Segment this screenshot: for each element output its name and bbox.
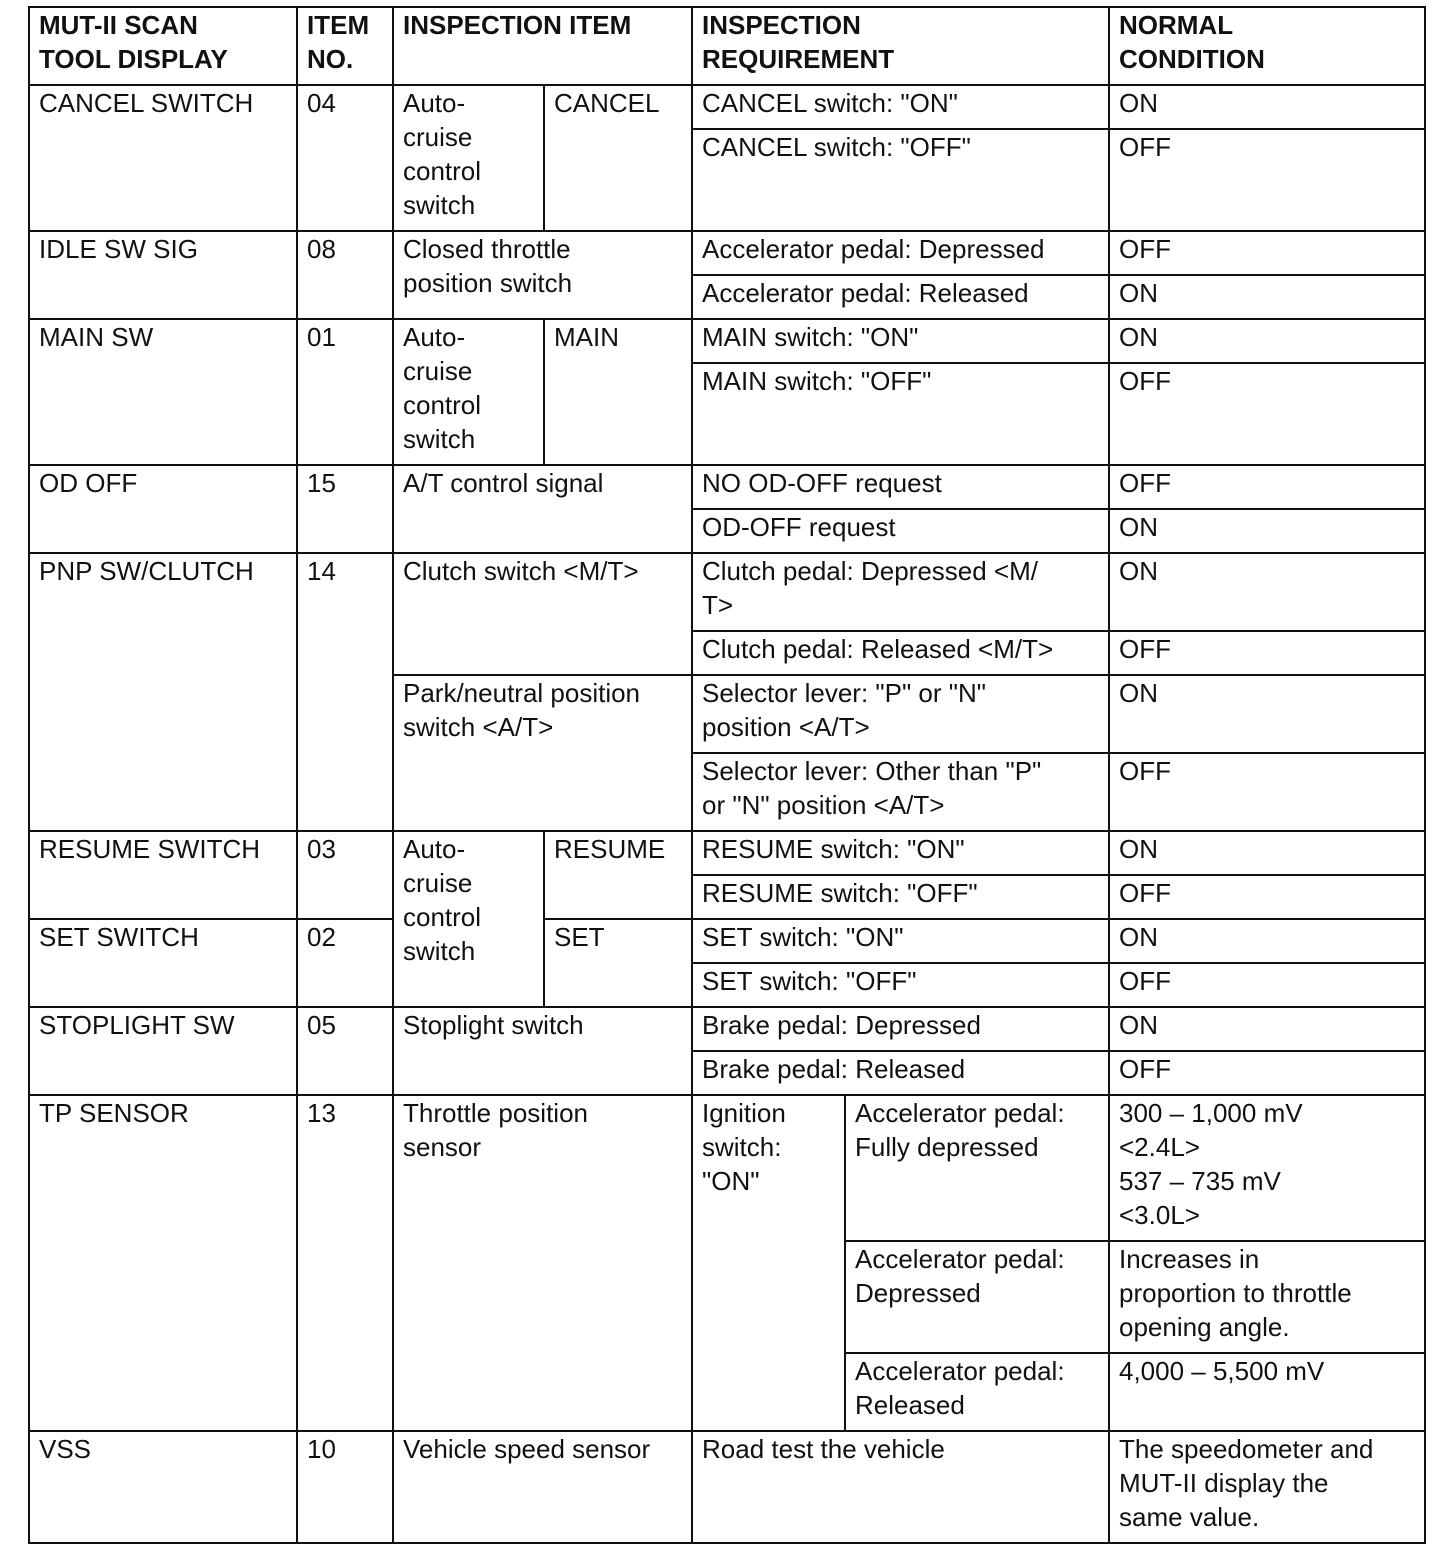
inspection-item-cell: Clutch switch <M/T> [393,553,692,675]
inspection-item-cell: Auto- cruise control switch [393,319,544,465]
header-inspection-item: INSPECTION ITEM [393,7,692,85]
inspection-item-cell: Throttle position sensor [393,1095,692,1431]
item-no-cell: 01 [297,319,393,465]
requirement-cell: SET switch: "ON" [692,919,1109,963]
inspection-subitem-cell: CANCEL [544,85,692,231]
normal-cell: The speedometer and MUT-II display the same value. [1109,1431,1425,1543]
normal-cell: ON [1109,553,1425,631]
normal-cell: ON [1109,919,1425,963]
inspection-subitem-cell: MAIN [544,319,692,465]
requirement-cell: Accelerator pedal: Released [692,275,1109,319]
display-cell: PNP SW/CLUTCH [29,553,297,831]
display-cell: VSS [29,1431,297,1543]
normal-cell: OFF [1109,363,1425,465]
display-cell: MAIN SW [29,319,297,465]
requirement-cell: MAIN switch: "OFF" [692,363,1109,465]
normal-cell: 4,000 – 5,500 mV [1109,1353,1425,1431]
item-no-cell: 02 [297,919,393,1007]
requirement-cell: RESUME switch: "OFF" [692,875,1109,919]
header-display: MUT-II SCAN TOOL DISPLAY [29,7,297,85]
inspection-item-cell: Vehicle speed sensor [393,1431,692,1543]
table-row [29,1095,1425,1241]
condition-cell: Ignition switch: "ON" [692,1095,845,1431]
requirement-cell: CANCEL switch: "ON" [692,85,1109,129]
normal-cell: OFF [1109,231,1425,275]
requirement-cell: RESUME switch: "ON" [692,831,1109,875]
item-no-cell: 03 [297,831,393,919]
requirement-cell: Selector lever: "P" or "N" position <A/T> [692,675,1109,753]
item-no-cell: 04 [297,85,393,231]
normal-cell: OFF [1109,631,1425,675]
display-cell: STOPLIGHT SW [29,1007,297,1095]
inspection-item-cell: Auto- cruise control switch [393,831,544,1007]
requirement-cell: CANCEL switch: "OFF" [692,129,1109,231]
normal-cell: OFF [1109,1051,1425,1095]
table-row [29,85,1425,129]
table-row [29,1007,1425,1051]
inspection-item-cell: Park/neutral position switch <A/T> [393,675,692,831]
table-row [29,319,1425,363]
inspection-subitem-cell: SET [544,919,692,1007]
item-no-cell: 14 [297,553,393,831]
requirement-cell: Accelerator pedal: Fully depressed [845,1095,1109,1241]
normal-cell: 300 – 1,000 mV <2.4L> 537 – 735 mV <3.0L> [1109,1095,1425,1241]
normal-cell: ON [1109,675,1425,753]
normal-cell: ON [1109,85,1425,129]
requirement-cell: NO OD-OFF request [692,465,1109,509]
requirement-cell: OD-OFF request [692,509,1109,553]
table-row [29,465,1425,509]
normal-cell: OFF [1109,465,1425,509]
header-item-no: ITEM NO. [297,7,393,85]
inspection-item-cell: Closed throttle position switch [393,231,692,319]
normal-cell: OFF [1109,963,1425,1007]
table-row [29,919,1425,963]
item-no-cell: 05 [297,1007,393,1095]
item-no-cell: 15 [297,465,393,553]
table-row [29,231,1425,275]
header-requirement: INSPECTION REQUIREMENT [692,7,1109,85]
normal-cell: ON [1109,831,1425,875]
normal-cell: ON [1109,275,1425,319]
table-row [29,553,1425,631]
requirement-cell: Clutch pedal: Released <M/T> [692,631,1109,675]
table-row [29,1431,1425,1543]
normal-cell: ON [1109,509,1425,553]
table-row [29,831,1425,875]
inspection-subitem-cell: RESUME [544,831,692,919]
normal-cell: OFF [1109,753,1425,831]
requirement-cell: Clutch pedal: Depressed <M/ T> [692,553,1109,631]
display-cell: TP SENSOR [29,1095,297,1431]
normal-cell: ON [1109,1007,1425,1051]
inspection-item-cell: Stoplight switch [393,1007,692,1095]
requirement-cell: Accelerator pedal: Depressed [845,1241,1109,1353]
requirement-cell: SET switch: "OFF" [692,963,1109,1007]
item-no-cell: 08 [297,231,393,319]
display-cell: OD OFF [29,465,297,553]
normal-cell: OFF [1109,875,1425,919]
normal-cell: OFF [1109,129,1425,231]
display-cell: SET SWITCH [29,919,297,1007]
requirement-cell: Accelerator pedal: Depressed [692,231,1109,275]
inspection-item-cell: A/T control signal [393,465,692,553]
normal-cell: ON [1109,319,1425,363]
display-cell: CANCEL SWITCH [29,85,297,231]
display-cell: RESUME SWITCH [29,831,297,919]
inspection-table [28,6,1426,1544]
item-no-cell: 13 [297,1095,393,1431]
header-normal: NORMAL CONDITION [1109,7,1425,85]
header-row [29,7,1425,85]
display-cell: IDLE SW SIG [29,231,297,319]
requirement-cell: Accelerator pedal: Released [845,1353,1109,1431]
inspection-item-cell: Auto- cruise control switch [393,85,544,231]
requirement-cell: Brake pedal: Depressed [692,1007,1109,1051]
item-no-cell: 10 [297,1431,393,1543]
requirement-cell: Road test the vehicle [692,1431,1109,1543]
requirement-cell: Selector lever: Other than "P" or "N" position <A/T> [692,753,1109,831]
requirement-cell: Brake pedal: Released [692,1051,1109,1095]
requirement-cell: MAIN switch: "ON" [692,319,1109,363]
normal-cell: Increases in proportion to throttle opening angle. [1109,1241,1425,1353]
